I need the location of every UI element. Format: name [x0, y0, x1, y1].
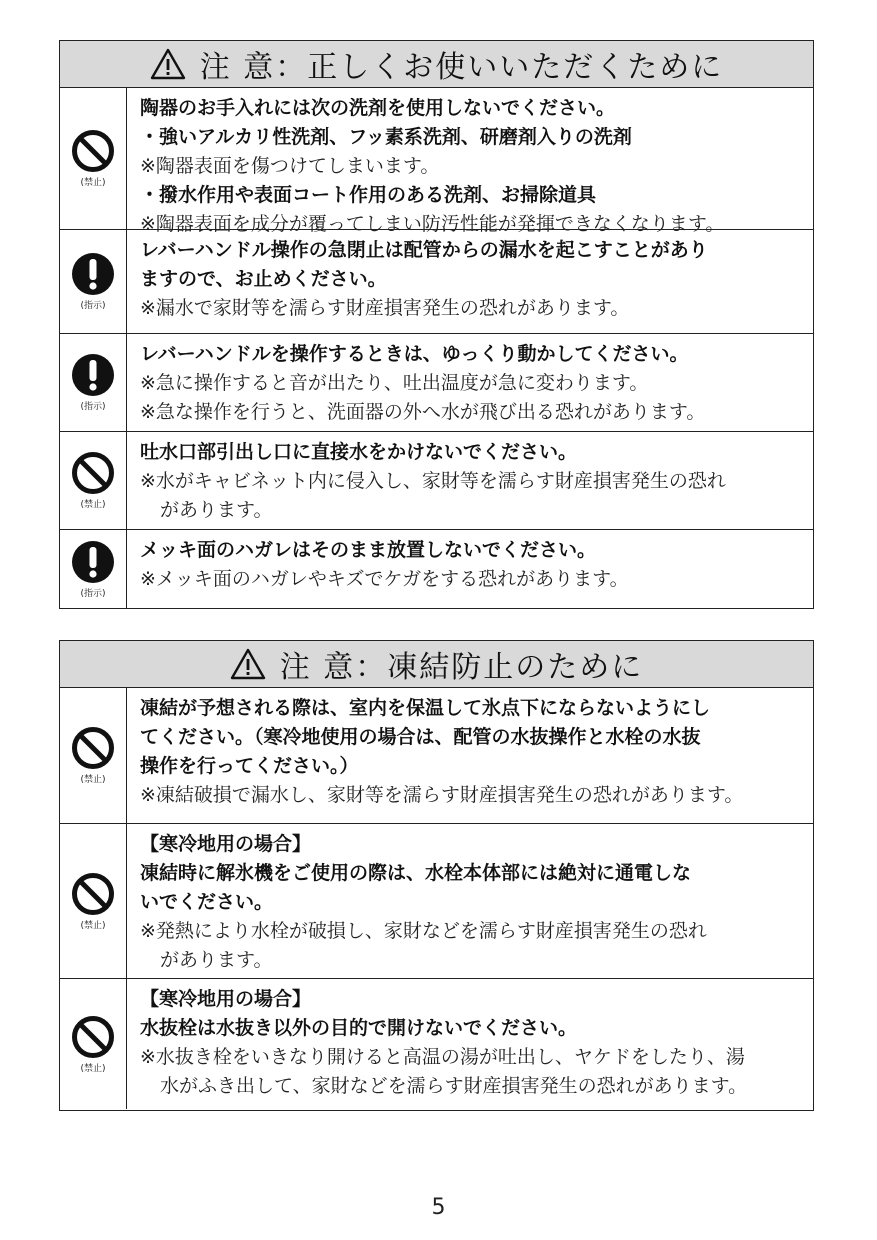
- caution-header: [60, 641, 813, 688]
- note-text: ※水がキャビネット内に侵入し、家財等を濡らす財産損害発生の恐れ: [140, 470, 726, 492]
- note-text: ※水抜き栓をいきなり開けると高温の湯が吐出し、ヤケドをしたり、湯: [140, 1046, 745, 1068]
- note-text: ※陶器表面を成分が覆ってしまい防汚性能が発揮できなくなります。: [140, 213, 725, 235]
- icon-caption: (指示): [80, 301, 106, 311]
- instruction-text: 【寒冷地用の場合】: [140, 988, 312, 1010]
- instruction-text: てください。（寒冷地使用の場合は、配管の水抜操作と水栓の水抜: [140, 726, 701, 748]
- instruction-text: 水抜栓は水抜き以外の目的で開けないでください。: [140, 1017, 578, 1039]
- instruction-text: レバーハンドルを操作するときは、ゆっくり動かしてください。: [140, 343, 689, 365]
- instruction-text: メッキ面のハガレはそのまま放置しないでください。: [140, 539, 597, 561]
- caution-title: 注 意：凍結防止のために: [279, 650, 644, 685]
- caution-row: [60, 530, 813, 608]
- instruction-text: レバーハンドル操作の急閉止は配管からの漏水を起こすことがあり: [140, 239, 708, 261]
- icon-caption: (禁止): [80, 500, 106, 510]
- icon-caption: (禁止): [80, 775, 106, 785]
- mandatory-action-icon: [71, 252, 115, 296]
- note-text: があります。: [160, 949, 273, 971]
- note-text: ※陶器表面を傷つけてしまいます。: [140, 155, 440, 177]
- instruction-text: 【寒冷地用の場合】: [140, 833, 312, 855]
- prohibition-icon: [71, 726, 115, 770]
- instruction-text: ますので、お止めください。: [140, 268, 387, 290]
- caution-row: [60, 230, 813, 334]
- prohibition-icon: [71, 129, 115, 173]
- note-text: ※凍結破損で漏水し、家財等を濡らす財産損害発生の恐れがあります。: [140, 784, 744, 806]
- icon-caption: (禁止): [80, 920, 106, 931]
- instruction-text: 操作を行ってください。）: [140, 755, 359, 777]
- caution-row: [60, 979, 813, 1109]
- instruction-text: 陶器のお手入れには次の洗剤を使用しないでください。: [140, 97, 616, 119]
- warning-triangle-icon: [230, 648, 266, 680]
- page-number: 5: [431, 1195, 446, 1220]
- icon-caption: (禁止): [80, 1063, 106, 1074]
- caution-title: 注 意：正しくお使いいただくために: [199, 50, 724, 85]
- icon-caption: (禁止): [80, 178, 106, 188]
- mandatory-action-icon: [71, 353, 115, 397]
- note-text: ※急に操作すると音が出たり、吐出温度が急に変わります。: [140, 372, 649, 394]
- note-text: ※メッキ面のハガレやキズでケガをする恐れがあります。: [140, 568, 629, 590]
- caution-row: [60, 334, 813, 432]
- caution-row: [60, 88, 813, 235]
- caution-row: [60, 432, 813, 530]
- icon-caption: (指示): [80, 588, 106, 599]
- instruction-text: いでください。: [140, 891, 274, 913]
- caution-row: [60, 688, 813, 824]
- note-text: 水がふき出して、家財などを濡らす財産損害発生の恐れがあります。: [160, 1075, 748, 1097]
- prohibition-icon: [71, 1015, 115, 1059]
- note-text: ※漏水で家財等を濡らす財産損害発生の恐れがあります。: [140, 297, 630, 319]
- caution-header: [60, 41, 813, 88]
- instruction-text: ・強いアルカリ性洗剤、フッ素系洗剤、研磨剤入りの洗剤: [140, 126, 632, 148]
- note-text: があります。: [160, 499, 273, 521]
- caution-box-proper-use: [59, 40, 814, 609]
- icon-caption: (指示): [80, 402, 106, 412]
- note-text: ※急な操作を行うと、洗面器の外へ水が飛び出る恐れがあります。: [140, 401, 706, 423]
- instruction-text: 凍結時に解氷機をご使用の際は、水栓本体部には絶対に通電しな: [140, 862, 692, 884]
- instruction-text: 凍結が予想される際は、室内を保温して氷点下にならないようにし: [140, 697, 711, 719]
- instruction-text: 吐水口部引出し口に直接水をかけないでください。: [140, 441, 578, 463]
- prohibition-icon: [71, 872, 115, 916]
- warning-triangle-icon: [150, 48, 186, 80]
- note-text: ※発熱により水栓が破損し、家財などを濡らす財産損害発生の恐れ: [140, 920, 707, 942]
- caution-row: [60, 824, 813, 979]
- caution-box-freeze-prevention: [59, 640, 814, 1111]
- prohibition-icon: [71, 451, 115, 495]
- mandatory-action-icon: [71, 540, 115, 584]
- instruction-text: ・撥水作用や表面コート作用のある洗剤、お掃除道具: [140, 184, 597, 206]
